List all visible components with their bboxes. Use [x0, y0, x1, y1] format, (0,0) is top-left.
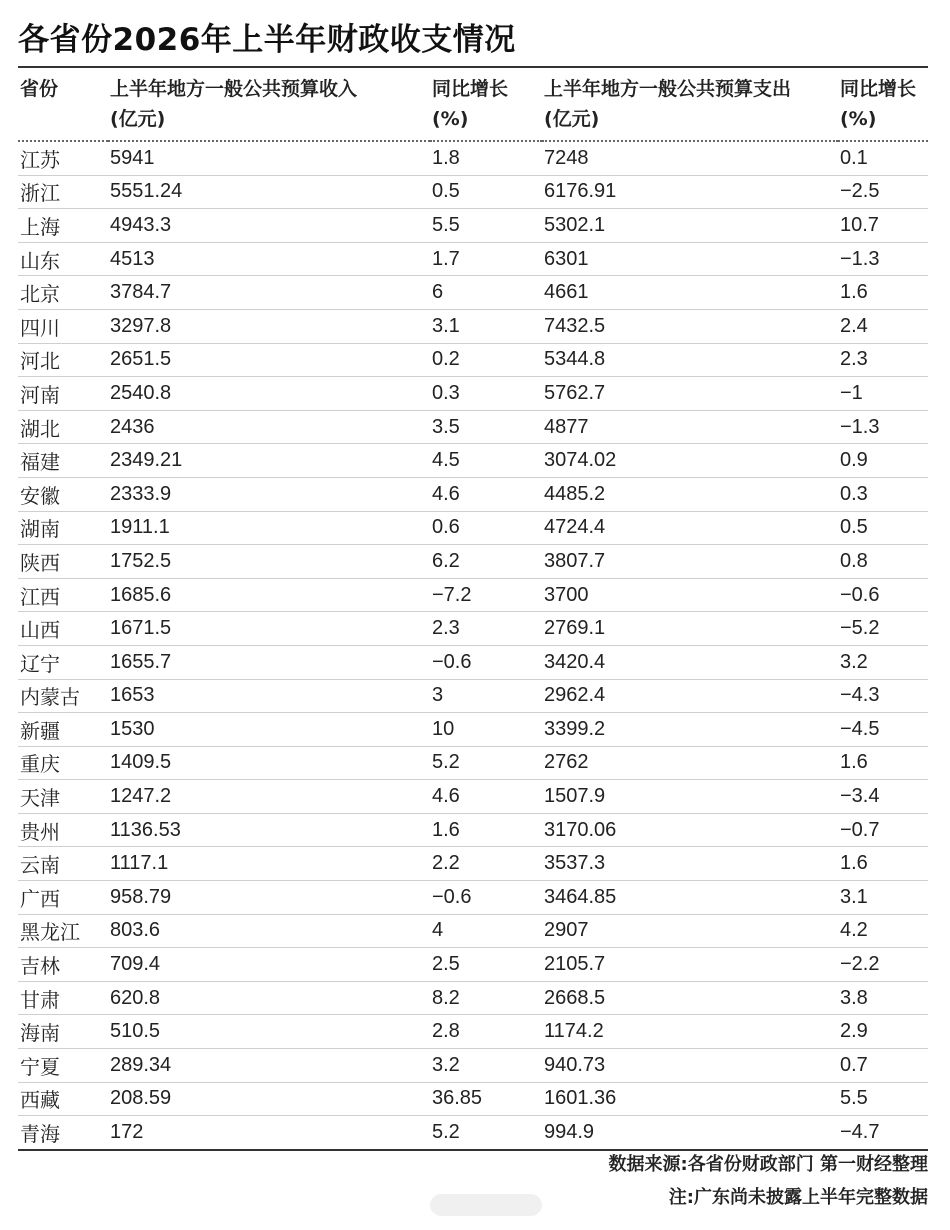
table-row — [18, 914, 928, 948]
cell-province: 安徽 — [18, 477, 108, 511]
cell-revenue-growth: −7.2 — [430, 578, 542, 612]
table-row — [18, 209, 928, 243]
title-divider — [18, 66, 928, 68]
cell-expenditure: 6301 — [542, 242, 838, 276]
cell-expenditure: 2962.4 — [542, 679, 838, 713]
cell-expenditure-growth: 4.2 — [838, 914, 928, 948]
cell-revenue-growth: −0.6 — [430, 881, 542, 915]
header-unit: (%) — [432, 108, 469, 130]
cell-expenditure-growth: 1.6 — [838, 746, 928, 780]
header-revenue — [108, 70, 430, 141]
source-note: 数据来源:各省份财政部门 第一财经整理 — [608, 1154, 928, 1175]
cell-province: 宁夏 — [18, 1049, 108, 1083]
cell-revenue-growth: 2.2 — [430, 847, 542, 881]
cell-expenditure-growth: −0.6 — [838, 578, 928, 612]
header-line: 上半年地方一般公共预算支出 — [544, 78, 792, 100]
cell-revenue: 958.79 — [108, 881, 430, 915]
cell-expenditure-growth: −2.5 — [838, 175, 928, 209]
cell-expenditure-growth: 2.3 — [838, 343, 928, 377]
cell-revenue: 208.59 — [108, 1082, 430, 1116]
cell-revenue-growth: 4.6 — [430, 477, 542, 511]
cell-province: 天津 — [18, 780, 108, 814]
cell-revenue: 2540.8 — [108, 377, 430, 411]
cell-revenue-growth: 2.3 — [430, 612, 542, 646]
cell-expenditure-growth: −4.7 — [838, 1116, 928, 1150]
cell-revenue-growth: 1.6 — [430, 813, 542, 847]
cell-province: 云南 — [18, 847, 108, 881]
table-row — [18, 1015, 928, 1049]
cell-expenditure: 1601.36 — [542, 1082, 838, 1116]
header-unit: (%) — [840, 108, 877, 130]
cell-expenditure: 3170.06 — [542, 813, 838, 847]
cell-revenue-growth: 3.5 — [430, 410, 542, 444]
cell-expenditure-growth: 1.6 — [838, 847, 928, 881]
cell-expenditure-growth: −3.4 — [838, 780, 928, 814]
cell-expenditure: 2105.7 — [542, 948, 838, 982]
cell-revenue: 4943.3 — [108, 209, 430, 243]
cell-expenditure: 5762.7 — [542, 377, 838, 411]
cell-province: 青海 — [18, 1116, 108, 1150]
cell-revenue-growth: 3.1 — [430, 309, 542, 343]
cell-expenditure: 2668.5 — [542, 981, 838, 1015]
table-row — [18, 1082, 928, 1116]
table-row — [18, 679, 928, 713]
cell-expenditure: 5344.8 — [542, 343, 838, 377]
cell-revenue: 803.6 — [108, 914, 430, 948]
header-line: 省份 — [20, 78, 59, 100]
cell-revenue: 2436 — [108, 410, 430, 444]
table-row — [18, 276, 928, 310]
table-row — [18, 141, 928, 175]
cell-expenditure-growth: 0.8 — [838, 545, 928, 579]
table-row — [18, 377, 928, 411]
cell-expenditure: 6176.91 — [542, 175, 838, 209]
cell-province: 四川 — [18, 309, 108, 343]
cell-revenue: 709.4 — [108, 948, 430, 982]
cell-revenue-growth: 2.5 — [430, 948, 542, 982]
cell-expenditure-growth: −0.7 — [838, 813, 928, 847]
cell-province: 内蒙古 — [18, 679, 108, 713]
cell-expenditure: 4661 — [542, 276, 838, 310]
cell-revenue-growth: 1.7 — [430, 242, 542, 276]
cell-revenue-growth: 5.2 — [430, 746, 542, 780]
cell-revenue: 2651.5 — [108, 343, 430, 377]
cell-province: 海南 — [18, 1015, 108, 1049]
cell-revenue-growth: 36.85 — [430, 1082, 542, 1116]
cell-revenue: 1655.7 — [108, 645, 430, 679]
cell-expenditure: 2769.1 — [542, 612, 838, 646]
cell-expenditure-growth: 0.5 — [838, 511, 928, 545]
cell-province: 北京 — [18, 276, 108, 310]
cell-revenue-growth: 1.8 — [430, 141, 542, 175]
cell-revenue: 620.8 — [108, 981, 430, 1015]
cell-expenditure: 3074.02 — [542, 444, 838, 478]
table-row — [18, 1049, 928, 1083]
cell-expenditure-growth: 10.7 — [838, 209, 928, 243]
cell-expenditure: 4724.4 — [542, 511, 838, 545]
header-unit: (亿元) — [544, 108, 600, 130]
cell-province: 河北 — [18, 343, 108, 377]
cell-revenue: 1911.1 — [108, 511, 430, 545]
cell-revenue-growth: 10 — [430, 713, 542, 747]
cell-expenditure: 3807.7 — [542, 545, 838, 579]
footnote: 注:广东尚未披露上半年完整数据 — [668, 1187, 928, 1208]
table-row — [18, 813, 928, 847]
cell-expenditure: 7248 — [542, 141, 838, 175]
cell-expenditure-growth: 2.4 — [838, 309, 928, 343]
cell-province: 上海 — [18, 209, 108, 243]
cell-province: 湖南 — [18, 511, 108, 545]
cell-expenditure: 5302.1 — [542, 209, 838, 243]
cell-expenditure: 1507.9 — [542, 780, 838, 814]
header-line: 上半年地方一般公共预算收入 — [110, 78, 358, 100]
cell-expenditure: 2762 — [542, 746, 838, 780]
cell-province: 黑龙江 — [18, 914, 108, 948]
cell-province: 江西 — [18, 578, 108, 612]
cell-revenue: 1530 — [108, 713, 430, 747]
cell-revenue-growth: 3 — [430, 679, 542, 713]
cell-expenditure: 3464.85 — [542, 881, 838, 915]
table-row — [18, 444, 928, 478]
cell-revenue: 1685.6 — [108, 578, 430, 612]
table-row — [18, 343, 928, 377]
cell-expenditure-growth: −1.3 — [838, 242, 928, 276]
table-row — [18, 847, 928, 881]
cell-expenditure: 940.73 — [542, 1049, 838, 1083]
cell-province: 江苏 — [18, 141, 108, 175]
cell-revenue: 2349.21 — [108, 444, 430, 478]
cell-expenditure-growth: 0.9 — [838, 444, 928, 478]
table-row — [18, 612, 928, 646]
table-row — [18, 746, 928, 780]
table-row — [18, 948, 928, 982]
cell-revenue: 5551.24 — [108, 175, 430, 209]
cell-province: 西藏 — [18, 1082, 108, 1116]
cell-province: 重庆 — [18, 746, 108, 780]
cell-revenue-growth: 0.2 — [430, 343, 542, 377]
cell-expenditure: 3420.4 — [542, 645, 838, 679]
cell-expenditure: 7432.5 — [542, 309, 838, 343]
cell-revenue-growth: 0.6 — [430, 511, 542, 545]
cell-province: 广西 — [18, 881, 108, 915]
cell-expenditure-growth: 2.9 — [838, 1015, 928, 1049]
cell-revenue-growth: 5.2 — [430, 1116, 542, 1150]
table-row — [18, 410, 928, 444]
table-row — [18, 477, 928, 511]
table-row — [18, 981, 928, 1015]
page-title: 各省份2026年上半年财政收支情况 — [18, 22, 516, 58]
cell-revenue: 1117.1 — [108, 847, 430, 881]
cell-expenditure: 2907 — [542, 914, 838, 948]
cell-revenue-growth: 4.6 — [430, 780, 542, 814]
cell-expenditure-growth: 0.7 — [838, 1049, 928, 1083]
cell-province: 福建 — [18, 444, 108, 478]
cell-expenditure-growth: 0.1 — [838, 141, 928, 175]
cell-revenue-growth: 8.2 — [430, 981, 542, 1015]
header-expenditure-growth — [838, 70, 928, 141]
cell-revenue-growth: 2.8 — [430, 1015, 542, 1049]
cell-province: 吉林 — [18, 948, 108, 982]
cell-revenue: 4513 — [108, 242, 430, 276]
cell-revenue-growth: 4.5 — [430, 444, 542, 478]
header-expenditure — [542, 70, 838, 141]
cell-expenditure-growth: −2.2 — [838, 948, 928, 982]
table-row — [18, 175, 928, 209]
cell-expenditure-growth: 0.3 — [838, 477, 928, 511]
cell-province: 浙江 — [18, 175, 108, 209]
cell-expenditure: 994.9 — [542, 1116, 838, 1150]
header-revenue-growth — [430, 70, 542, 141]
cell-province: 山东 — [18, 242, 108, 276]
cell-revenue: 289.34 — [108, 1049, 430, 1083]
cell-revenue-growth: 4 — [430, 914, 542, 948]
table-row — [18, 713, 928, 747]
cell-revenue-growth: −0.6 — [430, 645, 542, 679]
cell-revenue: 3297.8 — [108, 309, 430, 343]
cell-province: 新疆 — [18, 713, 108, 747]
cell-expenditure-growth: 3.8 — [838, 981, 928, 1015]
table-row — [18, 645, 928, 679]
table-row — [18, 545, 928, 579]
cell-revenue: 1136.53 — [108, 813, 430, 847]
cell-revenue: 3784.7 — [108, 276, 430, 310]
cell-expenditure: 3537.3 — [542, 847, 838, 881]
header-province — [18, 70, 108, 141]
table-row — [18, 242, 928, 276]
cell-expenditure-growth: 3.2 — [838, 645, 928, 679]
header-unit: (亿元) — [110, 108, 166, 130]
cell-expenditure: 4877 — [542, 410, 838, 444]
cell-revenue: 2333.9 — [108, 477, 430, 511]
cell-expenditure-growth: −4.3 — [838, 679, 928, 713]
cell-expenditure-growth: 5.5 — [838, 1082, 928, 1116]
cell-revenue: 172 — [108, 1116, 430, 1150]
cell-province: 湖北 — [18, 410, 108, 444]
cell-revenue-growth: 0.3 — [430, 377, 542, 411]
cell-revenue-growth: 6.2 — [430, 545, 542, 579]
cell-expenditure-growth: −1 — [838, 377, 928, 411]
cell-expenditure-growth: 3.1 — [838, 881, 928, 915]
cell-expenditure: 4485.2 — [542, 477, 838, 511]
cell-revenue-growth: 3.2 — [430, 1049, 542, 1083]
cell-revenue-growth: 5.5 — [430, 209, 542, 243]
cell-expenditure-growth: 1.6 — [838, 276, 928, 310]
cell-province: 甘肃 — [18, 981, 108, 1015]
cell-revenue: 1409.5 — [108, 746, 430, 780]
cell-revenue: 1671.5 — [108, 612, 430, 646]
table-row — [18, 881, 928, 915]
cell-revenue: 1752.5 — [108, 545, 430, 579]
header-line: 同比增长 — [840, 78, 917, 100]
cell-expenditure-growth: −1.3 — [838, 410, 928, 444]
table-row — [18, 780, 928, 814]
cell-expenditure: 3700 — [542, 578, 838, 612]
cell-revenue: 510.5 — [108, 1015, 430, 1049]
cell-province: 贵州 — [18, 813, 108, 847]
cell-revenue: 5941 — [108, 141, 430, 175]
watermark — [430, 1194, 542, 1216]
table-row — [18, 578, 928, 612]
cell-expenditure-growth: −5.2 — [838, 612, 928, 646]
cell-province: 辽宁 — [18, 645, 108, 679]
cell-expenditure-growth: −4.5 — [838, 713, 928, 747]
cell-province: 陕西 — [18, 545, 108, 579]
table-body — [18, 141, 928, 1150]
cell-revenue-growth: 6 — [430, 276, 542, 310]
cell-expenditure: 1174.2 — [542, 1015, 838, 1049]
cell-province: 河南 — [18, 377, 108, 411]
cell-province: 山西 — [18, 612, 108, 646]
cell-expenditure: 3399.2 — [542, 713, 838, 747]
table-row — [18, 511, 928, 545]
table-row — [18, 1116, 928, 1150]
header-line: 同比增长 — [432, 78, 509, 100]
table-row — [18, 309, 928, 343]
cell-revenue: 1247.2 — [108, 780, 430, 814]
cell-revenue-growth: 0.5 — [430, 175, 542, 209]
cell-revenue: 1653 — [108, 679, 430, 713]
finance-table — [18, 70, 928, 1151]
header-row — [18, 70, 928, 141]
